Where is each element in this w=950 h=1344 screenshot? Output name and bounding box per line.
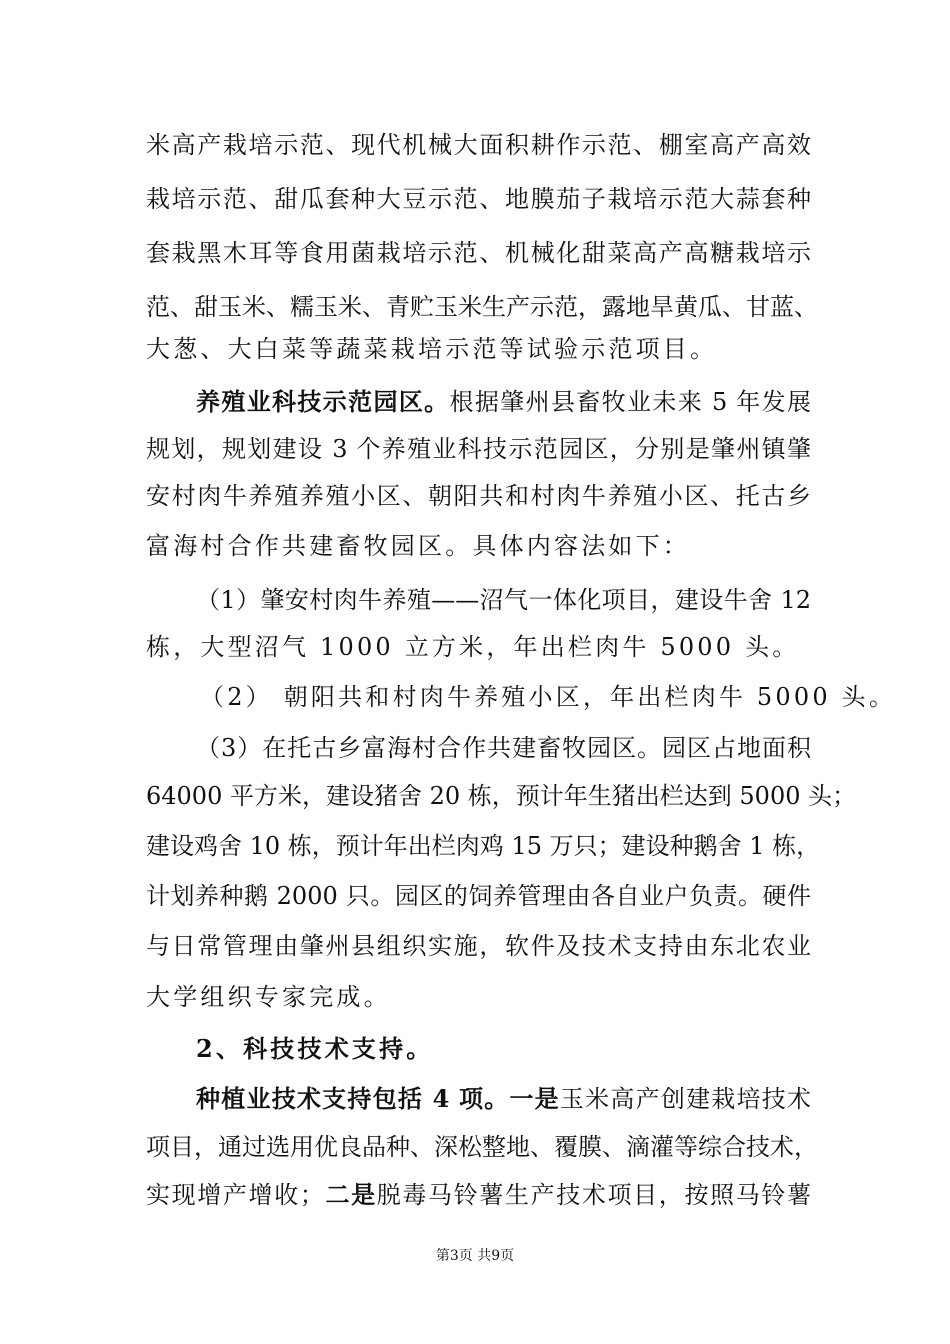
text-run: 玉米高产创建栽培技术 (559, 1085, 811, 1113)
paragraph-line (146, 1175, 811, 1215)
paragraph-line: 项目，通过选用优良品种、深松整地、覆膜、滴灌等综合技术， (146, 1133, 818, 1161)
paragraph-line: 栋，大型沼气 1000 立方米，年出栏肉牛 5000 头。 (146, 633, 800, 661)
planting-heading: 种植业技术支持包括 4 项。 (196, 1084, 510, 1113)
bold-first: 一是 (509, 1084, 560, 1113)
paragraph-line: 建设鸡舍 10 栋，预计年出栏肉鸡 15 万只；建设种鹅舍 1 栋， (146, 832, 821, 860)
paragraph-line: 计划养种鹅 2000 只。园区的饲养管理由各自业户负责。硬件 (146, 882, 811, 910)
bold-second: 二是 (323, 1180, 377, 1209)
paragraph-line: 安村肉牛养殖养殖小区、朝阳共和村肉牛养殖小区、托古乡 (146, 482, 811, 510)
page-number-footer: 第3页 共9页 (435, 1248, 515, 1264)
paragraph-line: 栽培示范、甜瓜套种大豆示范、地膜茄子栽培示范大蒜套种 (146, 185, 811, 213)
section-heading: 2、科技技术支持。 (196, 1034, 434, 1063)
text-run: 根据肇州县畜牧业未来 5 年发展 (449, 388, 811, 416)
paragraph-line: 与日常管理由肇州县组织实施，软件及技术支持由东北农业 (146, 932, 811, 960)
paragraph-line: 范、甜玉米、糯玉米、青贮玉米生产示范，露地旱黄瓜、甘蓝、 (146, 293, 818, 321)
paragraph-line: 富海村合作共建畜牧园区。具体内容法如下： (146, 532, 690, 560)
paragraph-line: 套栽黑木耳等食用菌栽培示范、机械化甜菜高产高糖栽培示 (146, 239, 811, 267)
list-item-2: （2） 朝阳共和村肉牛养殖小区，年出栏肉牛 5000 头。 (200, 683, 897, 711)
livestock-paragraph-first-line (196, 382, 811, 422)
list-item-3: （3）在托古乡富海村合作共建畜牧园区。园区占地面积 (196, 734, 811, 762)
text-run: 实现增产增收； (146, 1181, 324, 1209)
livestock-heading: 养殖业科技示范园区。 (196, 387, 450, 416)
planting-paragraph-first-line (196, 1079, 811, 1119)
list-item-1: （1）肇安村肉牛养殖——沼气一体化项目，建设牛舍 12 (196, 586, 811, 614)
text-run: 脱毒马铃薯生产技术项目，按照马铃薯 (376, 1181, 812, 1209)
paragraph-line: 米高产栽培示范、现代机械大面积耕作示范、棚室高产高效 (146, 131, 811, 159)
paragraph-line: 规划，规划建设 3 个养殖业科技示范园区，分别是肇州镇肇 (146, 435, 811, 463)
paragraph-line: 大学组织专家完成。 (146, 983, 391, 1011)
paragraph-line: 大葱、大白菜等蔬菜栽培示范等试验示范项目。 (146, 335, 718, 363)
paragraph-line: 64000 平方米，建设猪舍 20 栋，预计年生猪出栏达到 5000 头； (146, 782, 857, 810)
